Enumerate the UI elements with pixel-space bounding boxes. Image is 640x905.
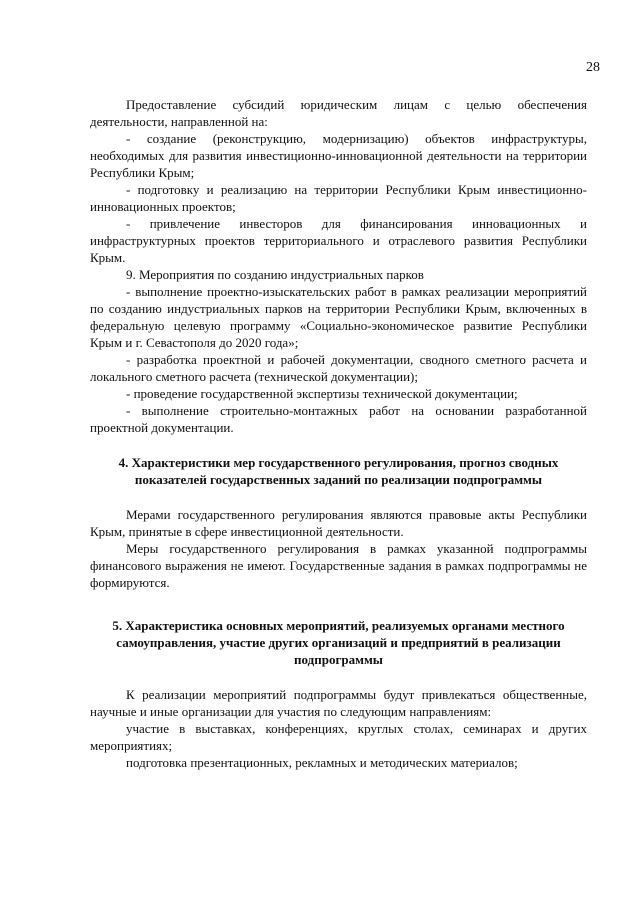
section-4-heading: 4. Характеристики мер государственного регулирования, прогноз сводных показателей государственных заданий по реализации подпрограммы xyxy=(118,455,559,487)
section-5-paragraph: участие в выставках, конференциях, круглых столах, семинарах и других мероприятиях; xyxy=(90,721,587,753)
item-heading: 9. Мероприятия по созданию индустриальных парков xyxy=(126,267,424,282)
page-content xyxy=(90,96,587,771)
list-item: - проведение государственной экспертизы технической документации; xyxy=(126,386,518,401)
section-5-heading: 5. Характеристика основных мероприятий, реализуемых органами местного самоуправления, участие других организаций и предприятий в реализации подпрограммы xyxy=(112,618,565,667)
list-item: - разработка проектной и рабочей документации, сводного сметного расчета и локального сметного расчета (технической документации); xyxy=(90,352,587,384)
section-5-paragraph: К реализации мероприятий подпрограммы будут привлекаться общественные, научные и иные организации для участия по следующим направлениям: xyxy=(90,687,587,719)
section-4-paragraph: Мерами государственного регулирования являются правовые акты Республики Крым, принятые в сфере инвестиционной деятельности. xyxy=(90,507,587,539)
section-5-paragraph: подготовка презентационных, рекламных и методических материалов; xyxy=(126,755,518,770)
list-item: - подготовку и реализацию на территории Республики Крым инвестиционно-инновационных проектов; xyxy=(90,182,587,214)
list-item: - создание (реконструкцию, модернизацию) объектов инфраструктуры, необходимых для развития инвестиционно-инновационной деятельности на территории Республики Крым; xyxy=(90,131,587,180)
intro-paragraph: Предоставление субсидий юридическим лицам с целью обеспечения деятельности, направленной на: xyxy=(90,97,587,129)
list-item: - выполнение строительно-монтажных работ на основании разработанной проектной документации. xyxy=(90,403,587,435)
list-item: - выполнение проектно-изыскательских работ в рамках реализации мероприятий по созданию индустриальных парков на территории Республики Крым, включенных в федеральную целевую программу «Социально-экономическое развитие Республики Крым и г. Севастополя до 2020 года»; xyxy=(90,284,587,350)
page-number: 28 xyxy=(586,60,600,75)
list-item: - привлечение инвесторов для финансирования инновационных и инфраструктурных проектов территориального и отраслевого развития Республики Крым. xyxy=(90,216,587,265)
section-4-paragraph: Меры государственного регулирования в рамках указанной подпрограммы финансового выражения не имеют. Государственные задания в рамках подпрограммы не формируются. xyxy=(90,541,587,590)
